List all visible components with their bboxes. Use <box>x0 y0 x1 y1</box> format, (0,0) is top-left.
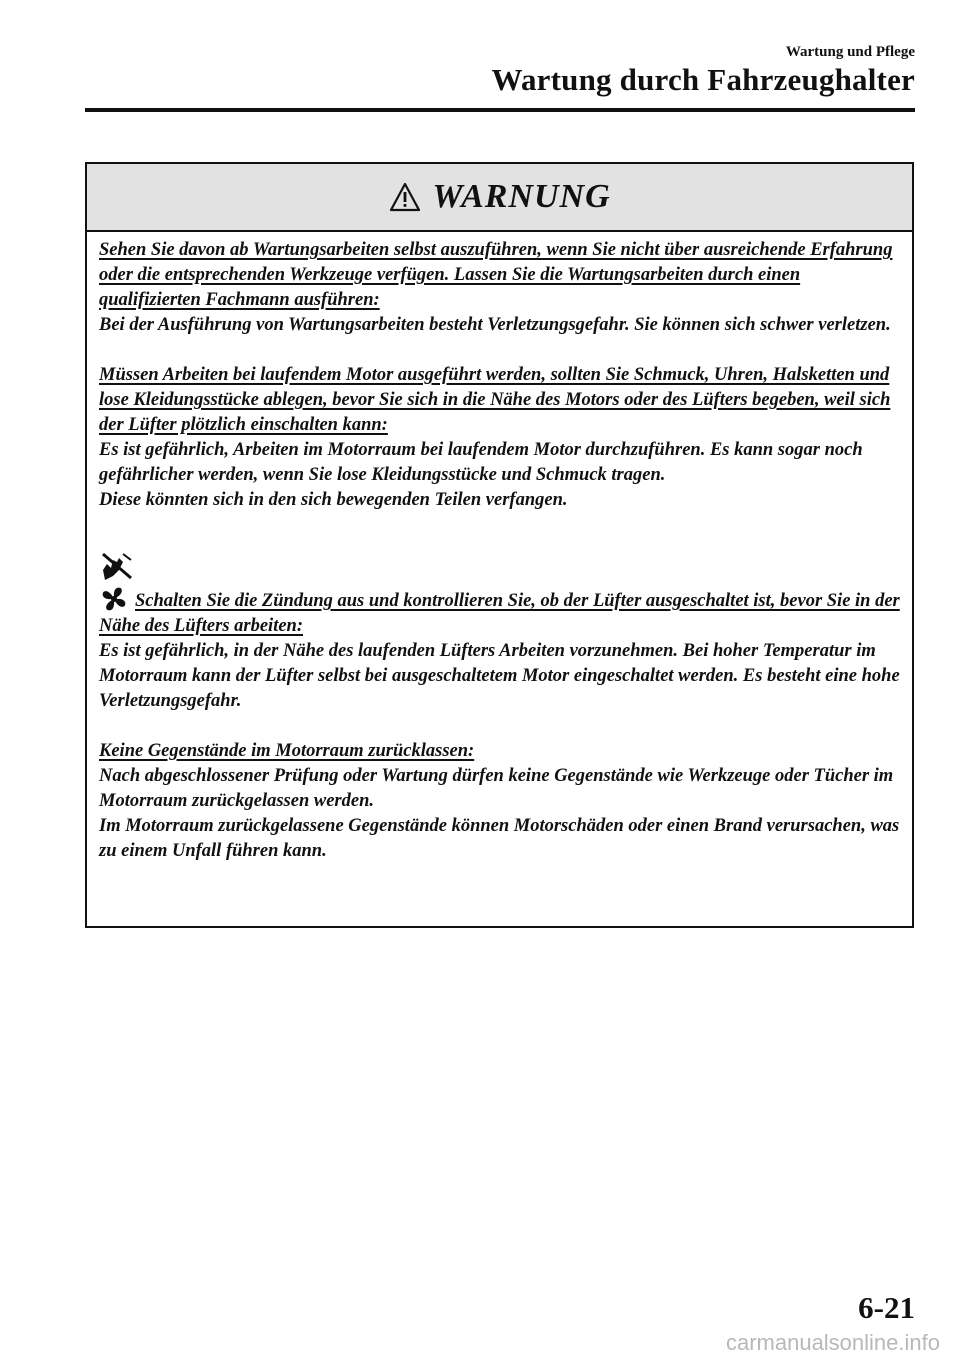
watermark: carmanualsonline.info <box>725 1330 940 1355</box>
warning-text-1: Bei der Ausführung von Wartungsarbeiten besteht Verletzungsgefahr. Sie können sich schwer verletzen. <box>99 315 891 335</box>
warning-title: WARNUNG <box>432 178 611 215</box>
warning-text-2b: Diese könnten sich in den sich bewegenden Teilen verfangen. <box>99 490 568 510</box>
warning-heading-3: Schalten Sie die Zündung aus und kontrollieren Sie, ob der Lüfter ausgeschaltet ist, bevor Sie in der Nähe des Lüfters arbeiten: <box>99 591 900 636</box>
warning-heading-2: Müssen Arbeiten bei laufendem Motor ausgeführt werden, sollten Sie Schmuck, Uhren, Halsketten und lose Kleidungsstücke ablegen, bevor Sie sich in die Nähe des Motors oder des Lüfters begeben, weil sich der Lüfter plötzlich einschalten kann: <box>99 365 891 435</box>
warning-heading-1: Sehen Sie davon ab Wartungsarbeiten selbst auszuführen, wenn Sie nicht über ausreichende Erfahrung oder die entsprechenden Werkzeuge verfügen. Lassen Sie die Wartungsarbeiten durch einen qualifizierten Fachmann ausführen: <box>99 240 893 310</box>
warning-text-4b: Im Motorraum zurückgelassene Gegenstände können Motorschäden oder einen Brand verursachen, was zu einem Unfall führen kann. <box>99 816 900 861</box>
warning-text-3: Es ist gefährlich, in der Nähe des laufenden Lüfters Arbeiten vorzunehmen. Bei hoher Temperatur im Motorraum kann der Lüfter selbst bei ausgeschaltetem Motor eingeschaltet werden. Es besteht eine hohe Verletzungsgefahr. <box>99 641 900 711</box>
fan-icon <box>99 584 129 614</box>
page-title: Wartung durch Fahrzeughalter <box>491 62 915 97</box>
warning-text-4a: Nach abgeschlossener Prüfung oder Wartung dürfen keine Gegenstände wie Werkzeuge oder Tücher im Motorraum zurückgelassen werden. <box>99 766 894 811</box>
page-number: 6-21 <box>858 1290 915 1325</box>
fan-warning-block <box>99 550 900 714</box>
warning-box <box>85 162 914 928</box>
warning-body <box>87 232 912 864</box>
warning-text-2a: Es ist gefährlich, Arbeiten im Motorraum bei laufendem Motor durchzuführen. Es kann sogar noch gefährlicher werden, wenn Sie lose Kleidungsstücke und Schmuck tragen. <box>99 440 863 485</box>
header-divider <box>85 108 915 112</box>
no-hand-icon <box>99 550 135 582</box>
warning-heading-4: Keine Gegenstände im Motorraum zurücklassen: <box>99 741 475 761</box>
warning-triangle-icon <box>388 181 422 213</box>
warning-header <box>87 164 912 232</box>
section-label: Wartung und Pflege <box>785 44 915 60</box>
